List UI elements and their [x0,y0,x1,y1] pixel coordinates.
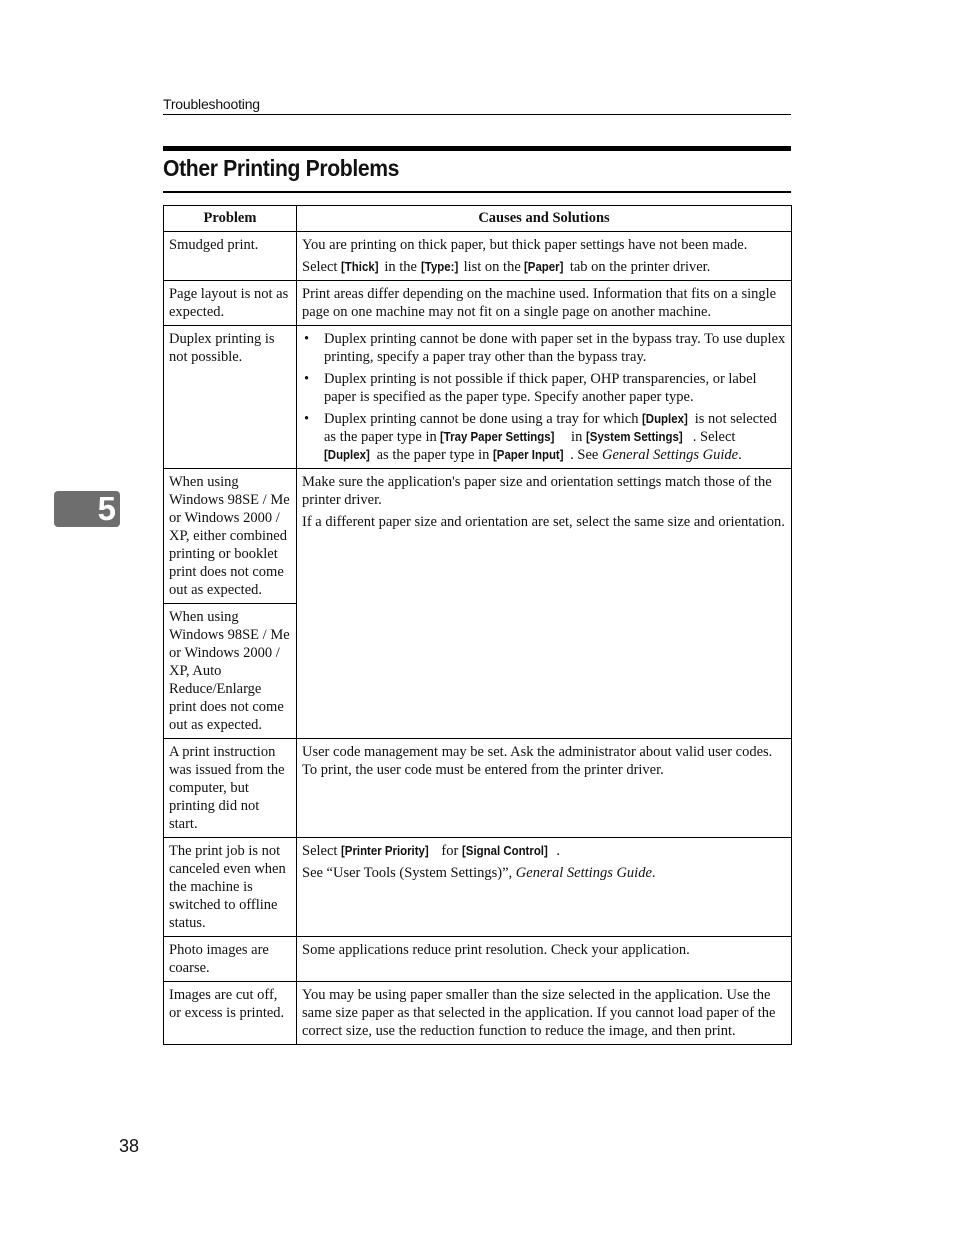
solution-list [302,330,786,464]
section-title: Other Printing Problems [163,155,400,181]
problem-cell: The print job is not canceled even when the machine is switched to offline status. [164,838,297,937]
text-run: Duplex printing cannot be done using a tray for which [324,411,643,427]
solution-cell [297,937,792,982]
key-label: [Paper Input] [493,447,564,462]
list-item [302,370,786,406]
text-run: Duplex printing is not possible if thick paper, OHP transparencies, or label paper is specified as the paper type. Specify another paper type. [324,371,757,405]
table-row [164,838,792,937]
page-number: 38 [119,1136,140,1156]
problem-cell: When using Windows 98SE / Me or Windows 2000 / XP, either combined printing or booklet print does not come out as expected. [164,469,297,604]
table-row [164,326,792,469]
key-label: [Paper] [524,259,564,274]
solution-cell [297,232,792,281]
key-label: [System Settings] [585,429,683,444]
chapter-number: 5 [97,490,116,527]
solution-text: Print areas differ depending on the machine used. Information that fits on a single page on one machine may not fit on a single page on another machine. [302,286,777,320]
problem-cell: Images are cut off, or excess is printed. [164,982,297,1045]
solution-text [302,842,786,860]
solution-text: You may be using paper smaller than the size selected in the application. Use the same size paper as that selected in the application. If you cannot load paper of the correct size, use the reduction function to reduce the image, and then print. [302,987,776,1039]
text-run: Select [302,843,342,859]
solution-cell [297,739,792,838]
problem-cell: Page layout is not as expected. [164,281,297,326]
text-run: . Select [692,429,736,445]
list-item [302,410,786,464]
text-run: as the paper type in [373,447,493,463]
problem-cell: Smudged print. [164,232,297,281]
text-run: list on the [459,259,525,275]
table-row [164,281,792,326]
table-row [164,982,792,1045]
table-row [164,469,792,604]
chapter-tab [54,491,120,527]
text-run: tab on the printer driver. [566,259,711,275]
manual-reference: General Settings Guide [601,447,739,463]
problem-cell: When using Windows 98SE / Me or Windows 2000 / XP, Auto Reduce/Enlarge print does not come out as expected. [164,604,297,739]
solution-cell [297,326,792,469]
list-item [302,330,786,366]
key-label: [Duplex] [324,447,370,462]
text-run: . [738,447,742,463]
table-row [164,739,792,838]
key-label: [Printer Priority] [341,843,429,858]
key-label: [Signal Control] [461,843,548,858]
text-run: in [567,429,586,445]
solution-text: User code management may be set. Ask the administrator about valid user codes. To print, the user code must be entered from the printer driver. [302,744,773,778]
bullet-icon: • [304,371,310,387]
title-bar [163,146,791,151]
solution-text [302,864,786,882]
key-label: [Type:] [420,259,458,274]
key-label: [Thick] [341,259,379,274]
problem-cell: Duplex printing is not possible. [164,326,297,469]
solution-text: You are printing on thick paper, but thick paper settings have not been made. [302,237,748,253]
table-row [164,232,792,281]
running-header: Troubleshooting [163,96,260,112]
solution-text: Some applications reduce print resolution. Check your application. [302,942,690,958]
column-header-problem: Problem [164,206,297,232]
text-run: is not selected as the paper type in [324,411,777,445]
text-run: in the [380,259,421,275]
key-label: [Duplex] [642,411,688,426]
header-rule [163,114,791,115]
problem-cell: Photo images are coarse. [164,937,297,982]
bullet-icon: • [304,331,310,347]
text-run: See “User Tools (System Settings)”, [302,865,516,881]
text-run: . See [570,447,602,463]
solution-cell [297,469,792,739]
text-run: . [651,865,656,881]
column-header-causes: Causes and Solutions [297,206,792,232]
solution-text: Make sure the application's paper size and orientation settings match those of the printer driver. [302,474,772,508]
key-label: [Tray Paper Settings] [440,429,555,444]
solution-text [302,258,786,276]
problem-cell: A print instruction was issued from the computer, but printing did not start. [164,739,297,838]
text-run: Select [302,259,342,275]
text-run: for [437,843,462,859]
table-row [164,937,792,982]
text-run: Duplex printing cannot be done with paper set in the bypass tray. To use duplex printing, specify a paper tray other than the bypass tray. [324,331,786,365]
table-header-row [164,206,792,232]
manual-reference: General Settings Guide [515,865,652,881]
solution-text: If a different paper size and orientation are set, select the same size and orientation. [302,514,785,530]
text-run: . [556,843,561,859]
solution-cell [297,982,792,1045]
title-rule [163,191,791,193]
problems-table [163,205,792,1045]
solution-cell [297,838,792,937]
bullet-icon: • [304,411,310,427]
solution-cell [297,281,792,326]
